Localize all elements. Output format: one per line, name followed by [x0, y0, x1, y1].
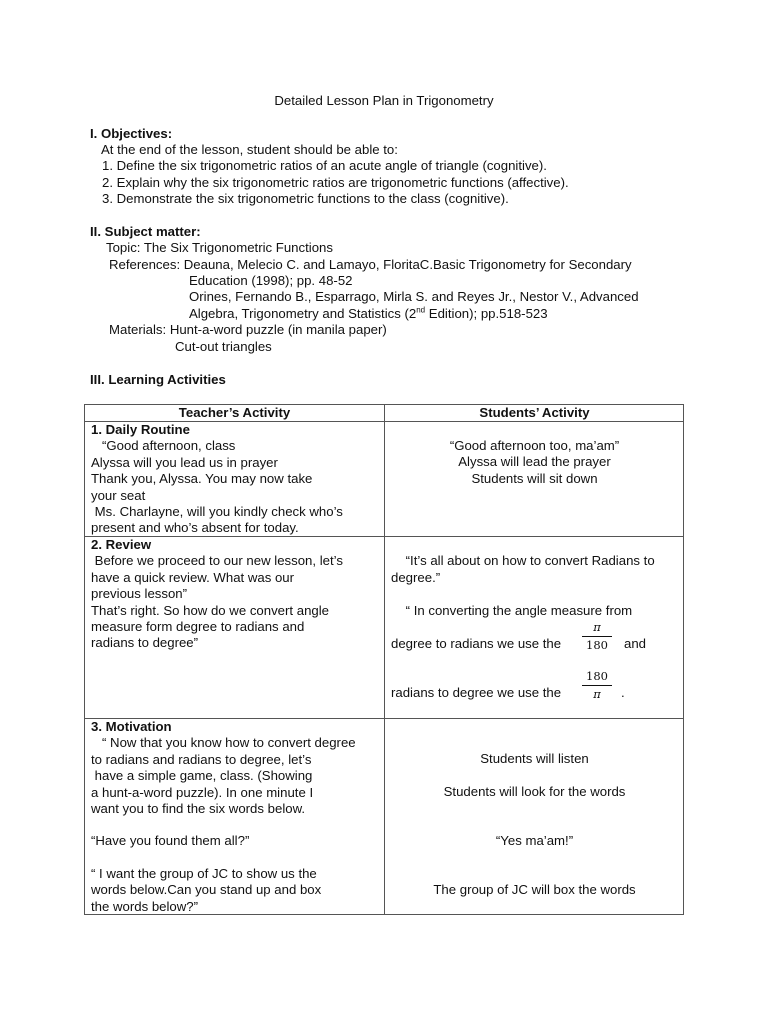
- materials-line-1: Materials: Hunt-a-word puzzle (in manila paper): [109, 322, 387, 337]
- motivation-student-yes: “Yes ma’am!”: [495, 833, 574, 848]
- fraction-180-over-pi: 180 π: [582, 669, 612, 702]
- review-student-line-2: degree.”: [391, 570, 441, 585]
- teacher-line: Alyssa will you lead us in prayer: [91, 454, 278, 470]
- student-line: “Good afternoon too, ma’am”: [449, 438, 620, 453]
- daily-routine-heading: 1. Daily Routine: [91, 422, 190, 437]
- teacher-line: your seat: [91, 487, 146, 503]
- daily-routine-students-cell: [385, 438, 684, 487]
- teacher-line: “ Now that you know how to convert degree: [91, 735, 356, 751]
- teacher-line: present and who’s absent for today.: [91, 520, 299, 536]
- review-teacher-cell: [91, 537, 379, 652]
- column-header-teacher: Teacher’s Activity: [178, 405, 291, 420]
- teacher-line: Ms. Charlayne, will you kindly check who’s: [91, 504, 343, 520]
- topic-line: Topic: The Six Trigonometric Functions: [106, 240, 333, 255]
- objectives-intro: At the end of the lesson, student should be able to:: [101, 142, 398, 157]
- teacher-line: want you to find the six words below.: [91, 801, 306, 817]
- fraction-pi-over-180: π 180: [582, 620, 612, 653]
- review-student-line-3: “ In converting the angle measure from: [391, 603, 633, 618]
- references-line-1: References: Deauna, Melecio C. and Lamayo, FloritaC.Basic Trigonometry for Secondary: [109, 257, 632, 272]
- references-line-3: Orines, Fernando B., Esparrago, Mirla S. and Reyes Jr., Nestor V., Advanced: [189, 289, 639, 304]
- teacher-line: have a quick review. What was our: [91, 569, 295, 585]
- teacher-line: “ I want the group of JC to show us the: [91, 866, 317, 881]
- teacher-line: to radians and radians to degree, let’s: [91, 751, 312, 767]
- document-title: Detailed Lesson Plan in Trigonometry: [274, 93, 494, 108]
- subject-matter-heading: II. Subject matter:: [90, 224, 201, 239]
- teacher-line: “Good afternoon, class: [91, 438, 236, 454]
- review-student-line-4: degree to radians we use the: [391, 636, 562, 651]
- teacher-line: have a simple game, class. (Showing: [91, 768, 313, 784]
- teacher-line: radians to degree”: [91, 635, 199, 651]
- teacher-line: words below.Can you stand up and box: [91, 882, 322, 898]
- teacher-line: the words below?”: [91, 898, 199, 914]
- review-student-line-5-end: .: [621, 685, 625, 700]
- motivation-student-box: The group of JC will box the words: [433, 882, 636, 897]
- motivation-student-look: Students will look for the words: [443, 784, 626, 799]
- objective-item-2: 2. Explain why the six trigonometric ratios are trigonometric functions (affective).: [102, 175, 569, 190]
- learning-activities-heading: III. Learning Activities: [90, 372, 226, 387]
- motivation-student-listen: Students will listen: [480, 751, 589, 766]
- review-student-line-5: radians to degree we use the: [391, 685, 562, 700]
- student-line: Alyssa will lead the prayer: [458, 454, 611, 470]
- review-heading: 2. Review: [91, 537, 152, 552]
- daily-routine-teacher-cell: [91, 422, 379, 537]
- motivation-teacher-question: “Have you found them all?”: [91, 833, 250, 848]
- materials-line-2: Cut-out triangles: [175, 339, 272, 354]
- objectives-heading: I. Objectives:: [90, 126, 173, 141]
- teacher-line: measure form degree to radians and: [91, 619, 305, 635]
- teacher-line: Thank you, Alyssa. You may now take: [91, 471, 313, 487]
- teacher-line: That’s right. So how do we convert angle: [91, 602, 329, 618]
- teacher-line: a hunt-a-word puzzle). In one minute I: [91, 784, 314, 800]
- review-student-line-4-end: and: [624, 636, 647, 651]
- motivation-heading: 3. Motivation: [91, 719, 172, 734]
- teacher-line: Before we proceed to our new lesson, let’s: [91, 553, 343, 569]
- references-line-4: Algebra, Trigonometry and Statistics (2nd Edition); pp.518-523: [189, 305, 548, 321]
- review-student-line-1: “It’s all about on how to convert Radians to: [391, 553, 655, 568]
- motivation-teacher-cell-2: [91, 866, 379, 915]
- objective-item-1: 1. Define the six trigonometric ratios of an acute angle of triangle (cognitive).: [102, 158, 547, 173]
- column-header-students: Students’ Activity: [479, 405, 590, 420]
- teacher-line: previous lesson”: [91, 586, 188, 602]
- activities-table: [84, 404, 684, 915]
- student-line: Students will sit down: [471, 470, 598, 486]
- objective-item-3: 3. Demonstrate the six trigonometric functions to the class (cognitive).: [102, 191, 509, 206]
- references-line-2: Education (1998); pp. 48-52: [189, 273, 353, 288]
- motivation-teacher-cell: [91, 719, 379, 817]
